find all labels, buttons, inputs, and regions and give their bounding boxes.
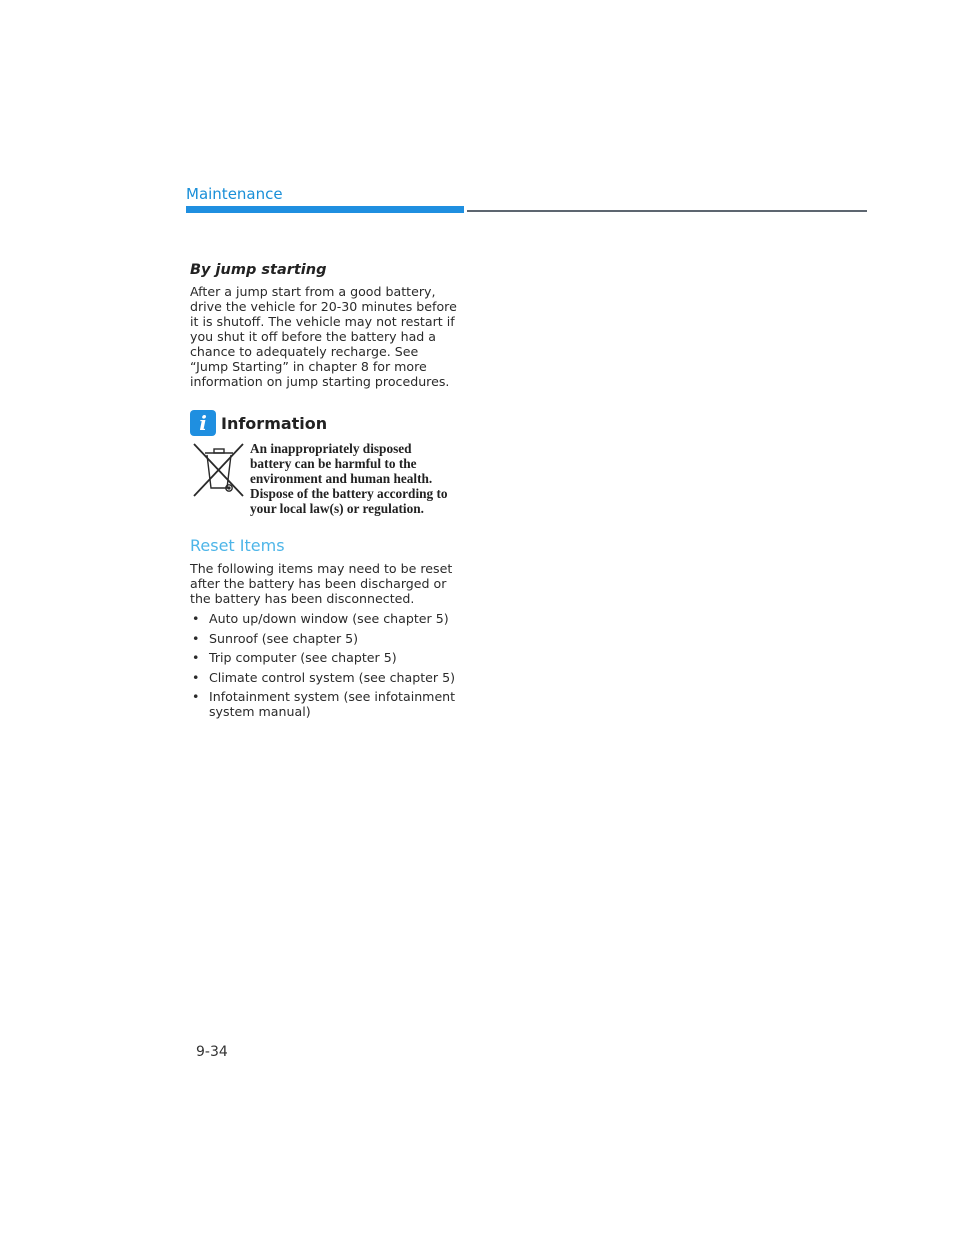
bullet-icon: • [192,669,200,685]
bullet-icon: • [192,650,200,666]
crossed-out-wheelie-bin-icon [190,441,248,501]
list-item: • Sunroof (see chapter 5) [192,630,359,646]
information-body [190,441,460,516]
list-item: • Infotainment system (see infotainment system manual) [192,689,456,720]
header-accent-bar [186,206,464,213]
content-column [190,262,460,724]
information-header [190,411,460,435]
jump-start-heading: By jump starting [190,262,327,278]
list-item: • Climate control system (see chapter 5) [192,669,456,685]
list-item: • Trip computer (see chapter 5) [192,650,397,666]
section-title: Maintenance [186,185,283,203]
list-item: • Auto up/down window (see chapter 5) [192,611,449,626]
jump-start-paragraph: After a jump start from a good battery, drive the vehicle for 20-30 minutes before it is shutoff. The vehicle may not restart if you shut it off before the battery had a chance to adequately recharge. See “Jump Starting” in chapter 8 for more information on jump starting procedures. [190,284,457,389]
header-rule [467,210,867,212]
reset-items-intro: The following items may need to be reset after the battery has been discharged or the battery has been disconnected. [190,561,453,606]
information-title: Information [221,413,328,433]
information-icon: i [190,410,216,436]
bullet-icon: • [192,611,200,626]
reset-items-heading: Reset Items [190,536,285,555]
bullet-icon: • [192,630,200,646]
page-number: 9-34 [196,1044,228,1060]
reset-items-list [190,611,460,719]
bullet-icon: • [192,689,200,705]
information-text: An inappropriately disposed battery can be harmful to the environment and human health. Dispose of the battery according to your local law(s) or regulation. [250,441,448,516]
